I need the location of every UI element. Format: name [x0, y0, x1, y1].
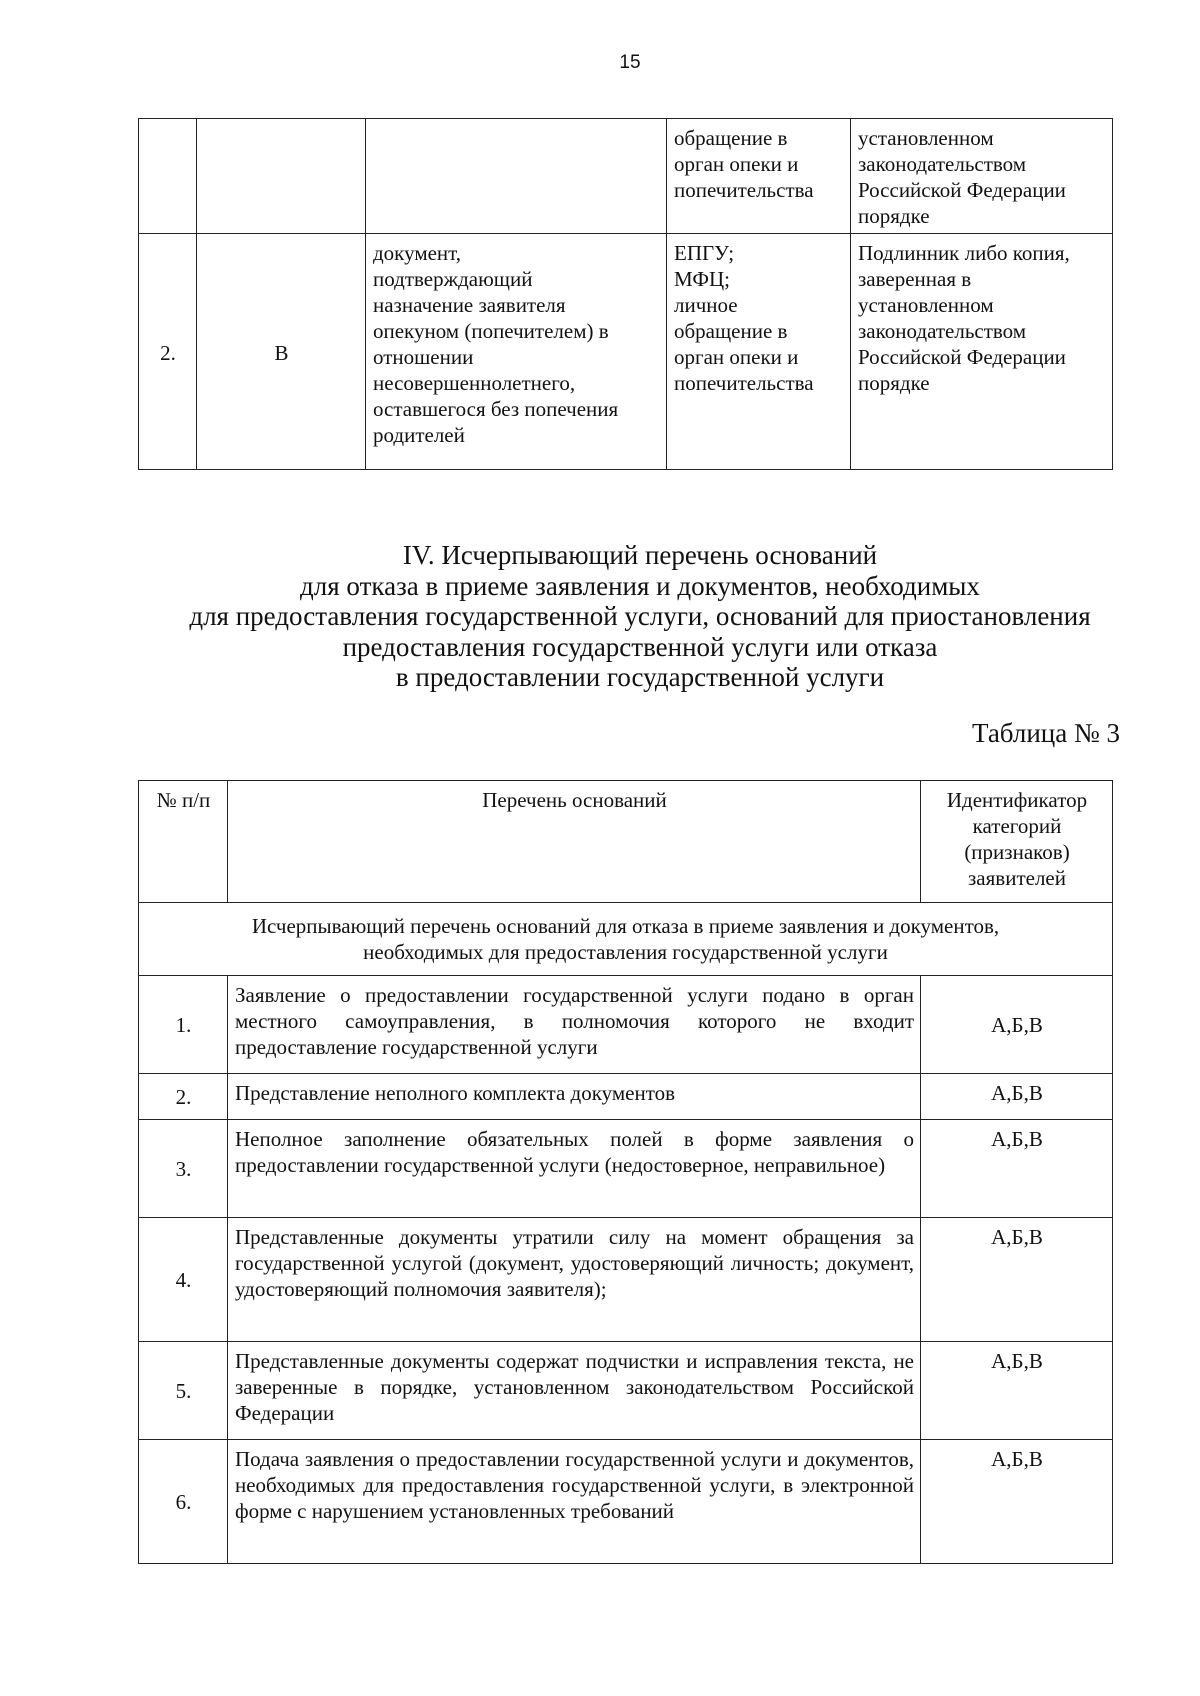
subheader-cell: Исчерпывающий перечень оснований для отказа в приеме заявления и документов, необходимых для предоставления государственной услуги — [139, 903, 1113, 976]
section-title-line: для отказа в приеме заявления и документов, необходимых — [300, 570, 980, 601]
reason-cell: Подача заявления о предоставлении государственной услуги и документов, необходимых для предоставления государственной услуги, в электронной форме с нарушением установленных требований — [228, 1440, 921, 1564]
identifier-cell: А,Б,В — [921, 1074, 1113, 1120]
table-row — [139, 1342, 1113, 1440]
identifier-cell: А,Б,В — [921, 976, 1113, 1074]
table-row — [139, 1440, 1113, 1564]
row-number-cell — [139, 119, 197, 234]
section-title-line: для предоставления государственной услуги, оснований для приостановления — [189, 601, 1091, 631]
reason-cell: Представление неполного комплекта документов — [228, 1074, 921, 1120]
row-number-cell: 2. — [139, 234, 197, 470]
identifier-cell: А,Б,В — [921, 1120, 1113, 1218]
documents-table-continued — [138, 118, 1113, 470]
document-cell — [366, 119, 667, 234]
section-title-line: предоставления государственной услуги или отказа — [342, 631, 938, 662]
row-number-cell: 4. — [139, 1218, 228, 1342]
section-title-line: IV. Исчерпывающий перечень оснований — [402, 540, 878, 570]
requirements-cell: Подлинник либо копия, заверенная в установленном законодательством Российской Федерации порядке — [851, 234, 1113, 470]
table-header-row — [139, 781, 1113, 903]
identifier-cell: А,Б,В — [921, 1440, 1113, 1564]
table-row — [139, 1120, 1113, 1218]
requirements-cell: установленном законодательством Российской Федерации порядке — [851, 119, 1113, 234]
row-number-cell: 1. — [139, 976, 228, 1074]
row-number-cell: 6. — [139, 1440, 228, 1564]
document-cell: документ, подтверждающий назначение заявителя опекуном (попечителем) в отношении несовершеннолетнего, оставшегося без попечения родителей — [366, 234, 667, 470]
identifier-cell: А,Б,В — [921, 1342, 1113, 1440]
table-row — [139, 976, 1113, 1074]
category-cell — [197, 119, 366, 234]
identifier-cell: А,Б,В — [921, 1218, 1113, 1342]
row-number-cell: 2. — [139, 1074, 228, 1120]
section-title-line: в предоставлении государственной услуги — [395, 662, 885, 692]
reason-cell: Представленные документы содержат подчистки и исправления текста, не заверенные в порядке, установленном законодательством Российской Федерации — [228, 1342, 921, 1440]
table-row — [139, 1074, 1113, 1120]
table-label: Таблица № 3 — [972, 718, 1120, 748]
header-num: № п/п — [139, 781, 228, 903]
header-identifier: Идентификатор категорий (признаков) заявителей — [921, 781, 1113, 903]
row-number-cell: 5. — [139, 1342, 228, 1440]
table-row — [139, 234, 1113, 470]
submission-method-cell: ЕПГУ; МФЦ; личное обращение в орган опеки и попечительства — [667, 234, 851, 470]
row-number-cell: 3. — [139, 1120, 228, 1218]
reason-cell: Представленные документы утратили силу на момент обращения за государственной услугой (документ, удостоверяющий личность; документ, удостоверяющий полномочия заявителя); — [228, 1218, 921, 1342]
header-reasons: Перечень оснований — [228, 781, 921, 903]
submission-method-cell: обращение в орган опеки и попечительства — [667, 119, 851, 234]
reason-cell: Заявление о предоставлении государственной услуги подано в орган местного самоуправления, в полномочия которого не входит предоставление государственной услуги — [228, 976, 921, 1074]
table-row — [139, 119, 1113, 234]
category-cell: В — [197, 234, 366, 470]
refusal-grounds-table — [138, 780, 1113, 1564]
table-subheader-row — [139, 903, 1113, 976]
page-number: 15 — [619, 52, 641, 73]
table-row — [139, 1218, 1113, 1342]
reason-cell: Неполное заполнение обязательных полей в форме заявления о предоставлении государственной услуги (недостоверное, неправильное) — [228, 1120, 921, 1218]
section-title — [120, 540, 1160, 693]
